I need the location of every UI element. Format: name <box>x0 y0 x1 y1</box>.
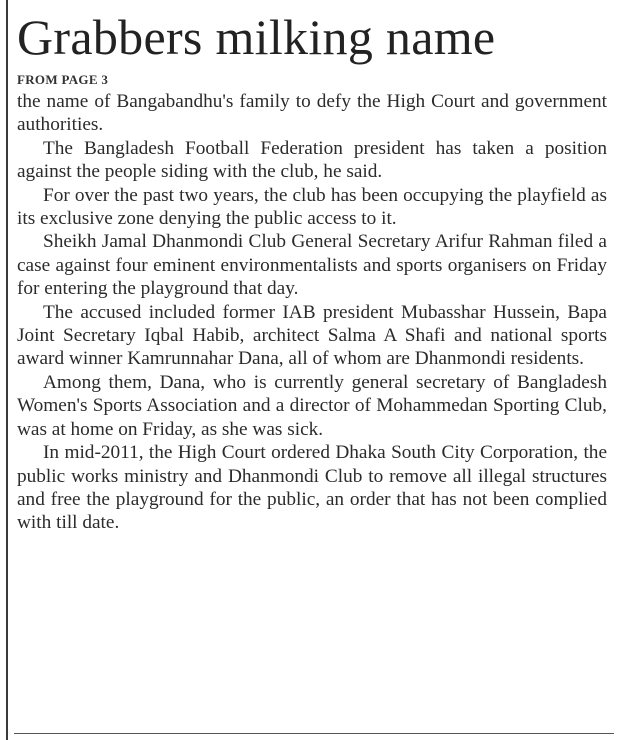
paragraph-7: In mid-2011, the High Court ordered Dhaka South City Corporation, the public works ministry and Dhanmondi Club to remove all illegal structures and free the playground for the public, an order that has not been complied with till date. <box>17 442 607 534</box>
column-rule-left <box>6 0 8 740</box>
headline: Grabbers milking name <box>17 9 496 65</box>
column-rule-bottom <box>14 733 614 734</box>
continued-from-label: FROM PAGE 3 <box>17 72 109 87</box>
paragraph-6: Among them, Dana, who is currently general secretary of Bangladesh Women's Sports Association and a director of Mohammedan Sporting Club, was at home on Friday, as she was sick. <box>17 371 607 440</box>
news-article <box>17 4 607 535</box>
paragraph-3: For over the past two years, the club has been occupying the playfield as its exclusive zone denying the public access to it. <box>17 184 607 230</box>
paragraph-4: Sheikh Jamal Dhanmondi Club General Secretary Arifur Rahman filed a case against four eminent environmentalists and sports organisers on Friday for entering the playground that day. <box>17 231 607 300</box>
paragraph-5: The accused included former IAB president Mubasshar Hussein, Bapa Joint Secretary Iqbal Habib, architect Salma A Shafi and national sports award winner Kamrunnahar Dana, all of whom are Dhanmondi residents. <box>17 301 607 370</box>
article-body <box>17 90 607 535</box>
paragraph-1: the name of Bangabandhu's family to defy the High Court and government authorities. <box>17 91 607 136</box>
paragraph-2: The Bangladesh Football Federation president has taken a position against the people siding with the club, he said. <box>17 137 607 183</box>
